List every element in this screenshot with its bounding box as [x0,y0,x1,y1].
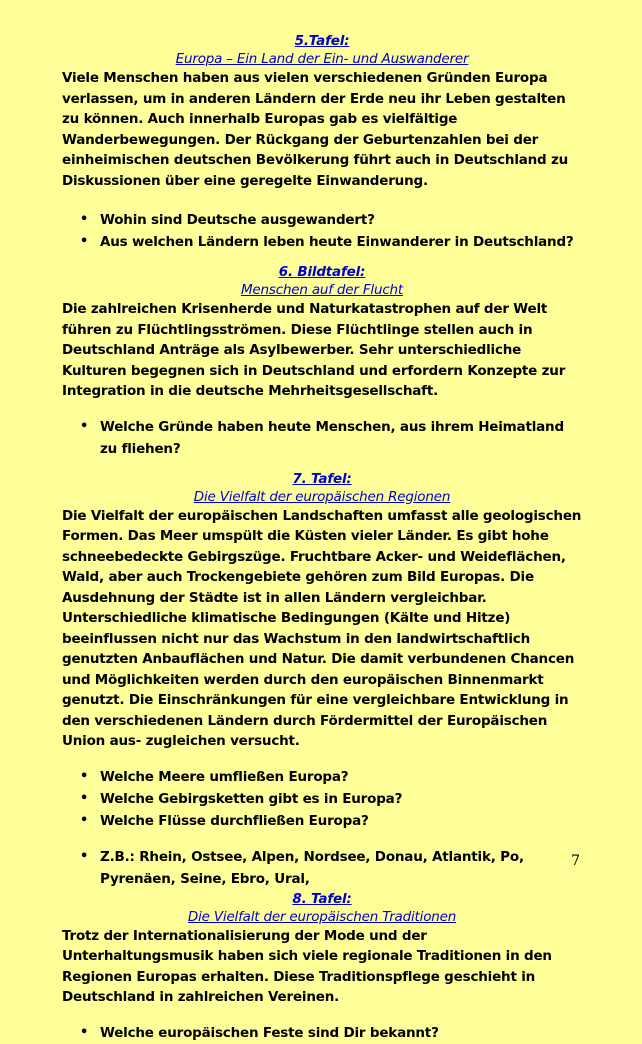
list-item: • Wohin sind Deutsche ausgewandert? [62,209,582,231]
section-6-heading: 6. Bildtafel: [278,264,366,280]
bullet-icon: • [80,234,89,249]
section-7-bullets [62,766,582,832]
list-item: • Welche Flüsse durchfließen Europa? [62,810,582,832]
section-6-title: Menschen auf der Flucht [240,282,403,298]
section-8-title: Die Vielfalt der europäischen Traditionen [187,908,457,925]
bullet-icon: • [80,790,89,806]
section-7-title: Die Vielfalt der europäischen Regionen [193,488,451,505]
bullet-icon: • [80,212,89,227]
section-6-paragraph: Die zahlreichen Krisenherde und Naturkatastrophen auf der Welt führen zu Flüchtlingsströmen. Diese Flüchtlinge stellen auch in Deutschland Anträge als Asylbewerber. Sehr unterschiedliche Kulturen begegnen sich in Deutschland und erfordern Konzepte zur Integration in die deutsche Mehrheitsgesellschaft. [62,301,566,399]
page-number: 7 [571,853,580,869]
section-5-paragraph: Viele Menschen haben aus vielen verschiedenen Gründen Europa verlassen, um in anderen Ländern der Erde neu ihr Leben gestalten zu können. Auch innerhalb Europas gab es vielfältige Wanderbewegungen. Der Rückgang der Geburtenzahlen bei der einheimischen deutschen Bevölkerung führt auch in Deutschland zu Diskussionen über eine geregelte Einwanderung. [62,70,569,189]
section-8-heading: 8. Tafel: [292,890,352,907]
list-item: • Welche Meere umfließen Europa? [62,766,582,788]
list-item: • Welche europäischen Feste sind Dir bekannt? [62,1022,582,1044]
list-item: • Welche Gründe haben heute Menschen, aus ihrem Heimatland zu fliehen? [62,416,582,460]
section-8-bullets [62,1022,582,1044]
section-6-bullets [62,416,582,460]
section-7-paragraph: Die Vielfalt der europäischen Landschaften umfasst alle geologischen Formen. Das Meer umspült die Küsten vieler Länder. Es gibt hohe schneebedeckte Gebirgszüge. Fruchtbare Acker- und Weideflächen, Wald, aber auch Trockengebiete gehören zum Bild Europas. Die Ausdehnung der Städte ist in allen Ländern vergleichbar. Unterschiedliche klimatische Bedingungen (Kälte und Hitze) beeinflussen nicht nur das Wachstum in den landwirtschaftlich genutzten Anbauflächen und Natur. Die damit verbundenen Chancen und Möglichkeiten werden durch den europäischen Binnenmarkt genutzt. Die Einschränkungen für eine vergleichbare Entwicklung in den verschiedenen Ländern durch Fördermittel der Europäischen Union aus- zugleichen versucht. [62,507,582,749]
section-7-heading: 7. Tafel: [292,470,352,487]
list-item: • Aus welchen Ländern leben heute Einwanderer in Deutschland? [62,231,582,253]
bullet-icon: • [80,768,89,784]
section-7-example [62,846,582,890]
list-item: • Z.B.: Rhein, Ostsee, Alpen, Nordsee, Donau, Atlantik, Po, Pyrenäen, Seine, Ebro, Ural, [62,846,582,890]
bullet-icon: • [80,812,89,828]
section-5-heading: 5.Tafel: [294,33,350,49]
bullet-icon: • [80,848,89,864]
section-5-title: Europa – Ein Land der Ein- und Auswanderer [175,51,469,67]
section-5-bullets [62,209,582,253]
bullet-icon: • [80,418,89,434]
bullet-icon: • [80,1024,89,1040]
list-item: • Welche Gebirgsketten gibt es in Europa? [62,788,582,810]
page-content [62,32,582,1044]
section-8-paragraph: Trotz der Internationalisierung der Mode und der Unterhaltungsmusik haben sich viele regionale Traditionen in den Regionen Europas erhalten. Diese Traditionspflege geschieht in Deutschland in zahlreichen Vereinen. [62,927,552,1005]
